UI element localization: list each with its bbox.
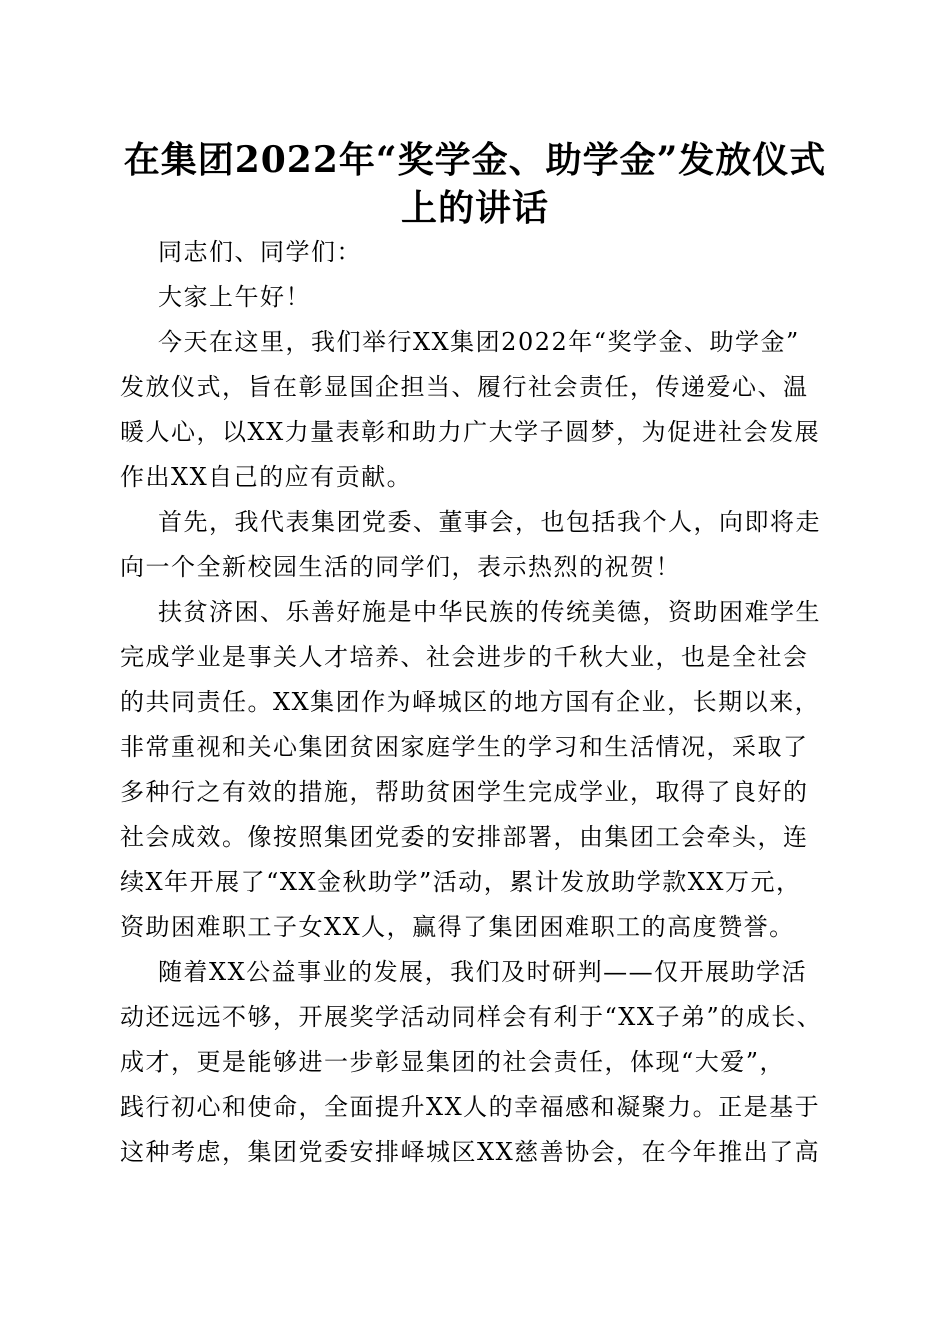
title-line: 在集团2022年“奖学金、助学金”发放仪式 (123, 139, 827, 181)
paragraph-line: 非常重视和关心集团贫困家庭学生的学习和生活情况，采取了 (120, 733, 809, 761)
greeting: 大家上午好！ (158, 283, 311, 311)
paragraph-line: 成才，更是能够进一步彰显集团的社会责任，体现“大爱”， (120, 1048, 786, 1076)
paragraph-line: 发放仪式，旨在彰显国企担当、履行社会责任，传递爱心、温 (120, 373, 809, 401)
paragraph-line: 资助困难职工子女XX人，赢得了集团困难职工的高度赞誉。 (120, 913, 795, 941)
salutation: 同志们、同学们： (158, 238, 362, 266)
paragraph-line: 践行初心和使命，全面提升XX人的幸福感和凝聚力。正是基于 (120, 1093, 821, 1121)
paragraph-line: 续X年开展了“XX金秋助学”活动，累计发放助学款XX万元， (120, 868, 802, 896)
paragraph-line: 今天在这里，我们举行XX集团2022年“奖学金、助学金” (158, 328, 800, 356)
paragraph-line: 扶贫济困、乐善好施是中华民族的传统美德，资助困难学生 (158, 598, 821, 626)
title-line: 上的讲话 (400, 187, 549, 229)
paragraph-line: 完成学业是事关人才培养、社会进步的千秋大业，也是全社会 (120, 643, 809, 671)
paragraph-line: 这种考虑，集团党委安排峄城区XX慈善协会，在今年推出了高 (120, 1138, 821, 1166)
paragraph-line: 随着XX公益事业的发展，我们及时研判——仅开展助学活 (158, 958, 808, 986)
paragraph-line: 作出XX自己的应有贡献。 (120, 463, 413, 491)
paragraph-line: 向一个全新校园生活的同学们，表示热烈的祝贺！ (120, 553, 681, 581)
paragraph-line: 暖人心，以XX力量表彰和助力广大学子圆梦，为促进社会发展 (120, 418, 821, 446)
paragraph-line: 的共同责任。XX集团作为峄城区的地方国有企业，长期以来， (120, 688, 821, 716)
document-body (120, 230, 840, 1175)
document-title (100, 136, 850, 232)
paragraph-line: 多种行之有效的措施，帮助贫困学生完成学业，取得了良好的 (120, 778, 809, 806)
paragraph-line: 动还远远不够，开展奖学活动同样会有利于“XX子弟”的成长、 (120, 1003, 823, 1031)
paragraph-line: 社会成效。像按照集团党委的安排部署，由集团工会牵头，连 (120, 823, 809, 851)
paragraph-line: 首先，我代表集团党委、董事会，也包括我个人，向即将走 (158, 508, 821, 536)
